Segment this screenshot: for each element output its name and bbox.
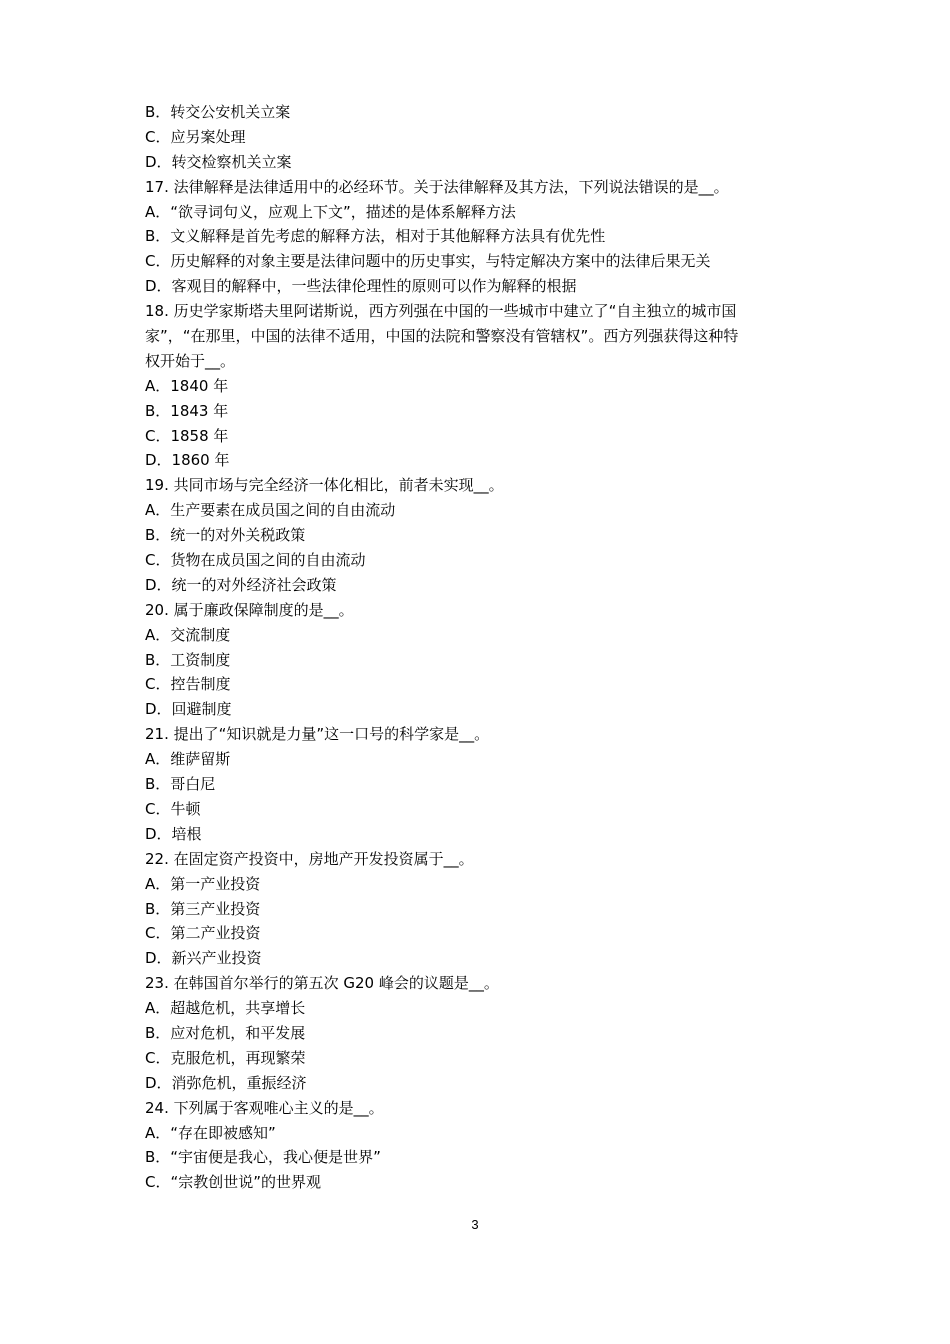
option-line: A．1840 年 (145, 376, 229, 395)
option-line: D．回避制度 (145, 700, 232, 719)
option-line: C．应另案处理 (145, 127, 246, 146)
option-line: D．统一的对外经济社会政策 (145, 575, 337, 594)
option-line: B．转交公安机关立案 (145, 103, 291, 121)
question-line: 20. 属于廉政保障制度的是__。 (145, 600, 354, 619)
question-line: 22. 在固定资产投资中，房地产开发投资属于__。 (145, 849, 474, 868)
page-number: 3 (471, 1217, 479, 1232)
option-line: B．工资制度 (145, 650, 231, 669)
option-line: C．货物在成员国之间的自由流动 (145, 551, 366, 570)
option-line: D．转交检察机关立案 (145, 152, 292, 171)
option-line: A．维萨留斯 (145, 750, 231, 769)
option-line: B．文义解释是首先考虑的解释方法，相对于其他解释方法具有优先性 (145, 227, 606, 246)
option-line: B．第三产业投资 (145, 899, 261, 918)
text-line: 权开始于__。 (145, 351, 236, 370)
option-line: A．“存在即被感知” (145, 1123, 276, 1142)
question-line: 23. 在韩国首尔举行的第五次 G20 峰会的议题是__。 (145, 974, 499, 993)
option-line: D．新兴产业投资 (145, 949, 262, 968)
option-line: B．应对危机，和平发展 (145, 1023, 306, 1042)
option-line: C．克服危机，再现繁荣 (145, 1048, 306, 1067)
question-line: 18. 历史学家斯塔夫里阿诺斯说，西方列强在中国的一些城市中建立了“自主独立的城市国 (145, 302, 737, 321)
option-line: C．“宗教创世说”的世界观 (145, 1173, 322, 1192)
option-line: C．牛顿 (145, 799, 201, 818)
option-line: D．客观目的解释中，一些法律伦理性的原则可以作为解释的根据 (145, 277, 577, 296)
option-line: C．控告制度 (145, 675, 231, 694)
question-line: 24. 下列属于客观唯心主义的是__。 (145, 1098, 384, 1117)
question-line: 17. 法律解释是法律适用中的必经环节。关于法律解释及其方法，下列说法错误的是__。 (145, 177, 729, 196)
option-line: B．统一的对外关税政策 (145, 526, 306, 545)
option-line: A．交流制度 (145, 625, 231, 644)
document-body (145, 100, 825, 1195)
option-line: A．生产要素在成员国之间的自由流动 (145, 501, 396, 520)
option-line: A．超越危机，共享增长 (145, 999, 306, 1018)
question-line: 21. 提出了“知识就是力量”这一口号的科学家是__。 (145, 725, 490, 744)
option-line: C．历史解释的对象主要是法律问题中的历史事实，与特定解决方案中的法律后果无关 (145, 252, 711, 271)
option-line: D．培根 (145, 824, 202, 843)
option-line: B．1843 年 (145, 401, 229, 420)
option-line: D．1860 年 (145, 451, 230, 470)
option-line: C．1858 年 (145, 426, 229, 445)
option-line: C．第二产业投资 (145, 924, 261, 943)
text-line: 家”，“在那里，中国的法律不适用，中国的法院和警察没有管辖权”。西方列强获得这种特 (145, 327, 739, 346)
option-line: A．“欲寻词句义，应观上下文”，描述的是体系解释方法 (145, 202, 516, 221)
option-line: A．第一产业投资 (145, 874, 261, 893)
option-line: D．消弥危机，重振经济 (145, 1073, 307, 1092)
option-line: B．哥白尼 (145, 775, 216, 794)
question-line: 19. 共同市场与完全经济一体化相比，前者未实现__。 (145, 476, 504, 495)
option-line: B．“宇宙便是我心，我心便是世界” (145, 1148, 381, 1167)
